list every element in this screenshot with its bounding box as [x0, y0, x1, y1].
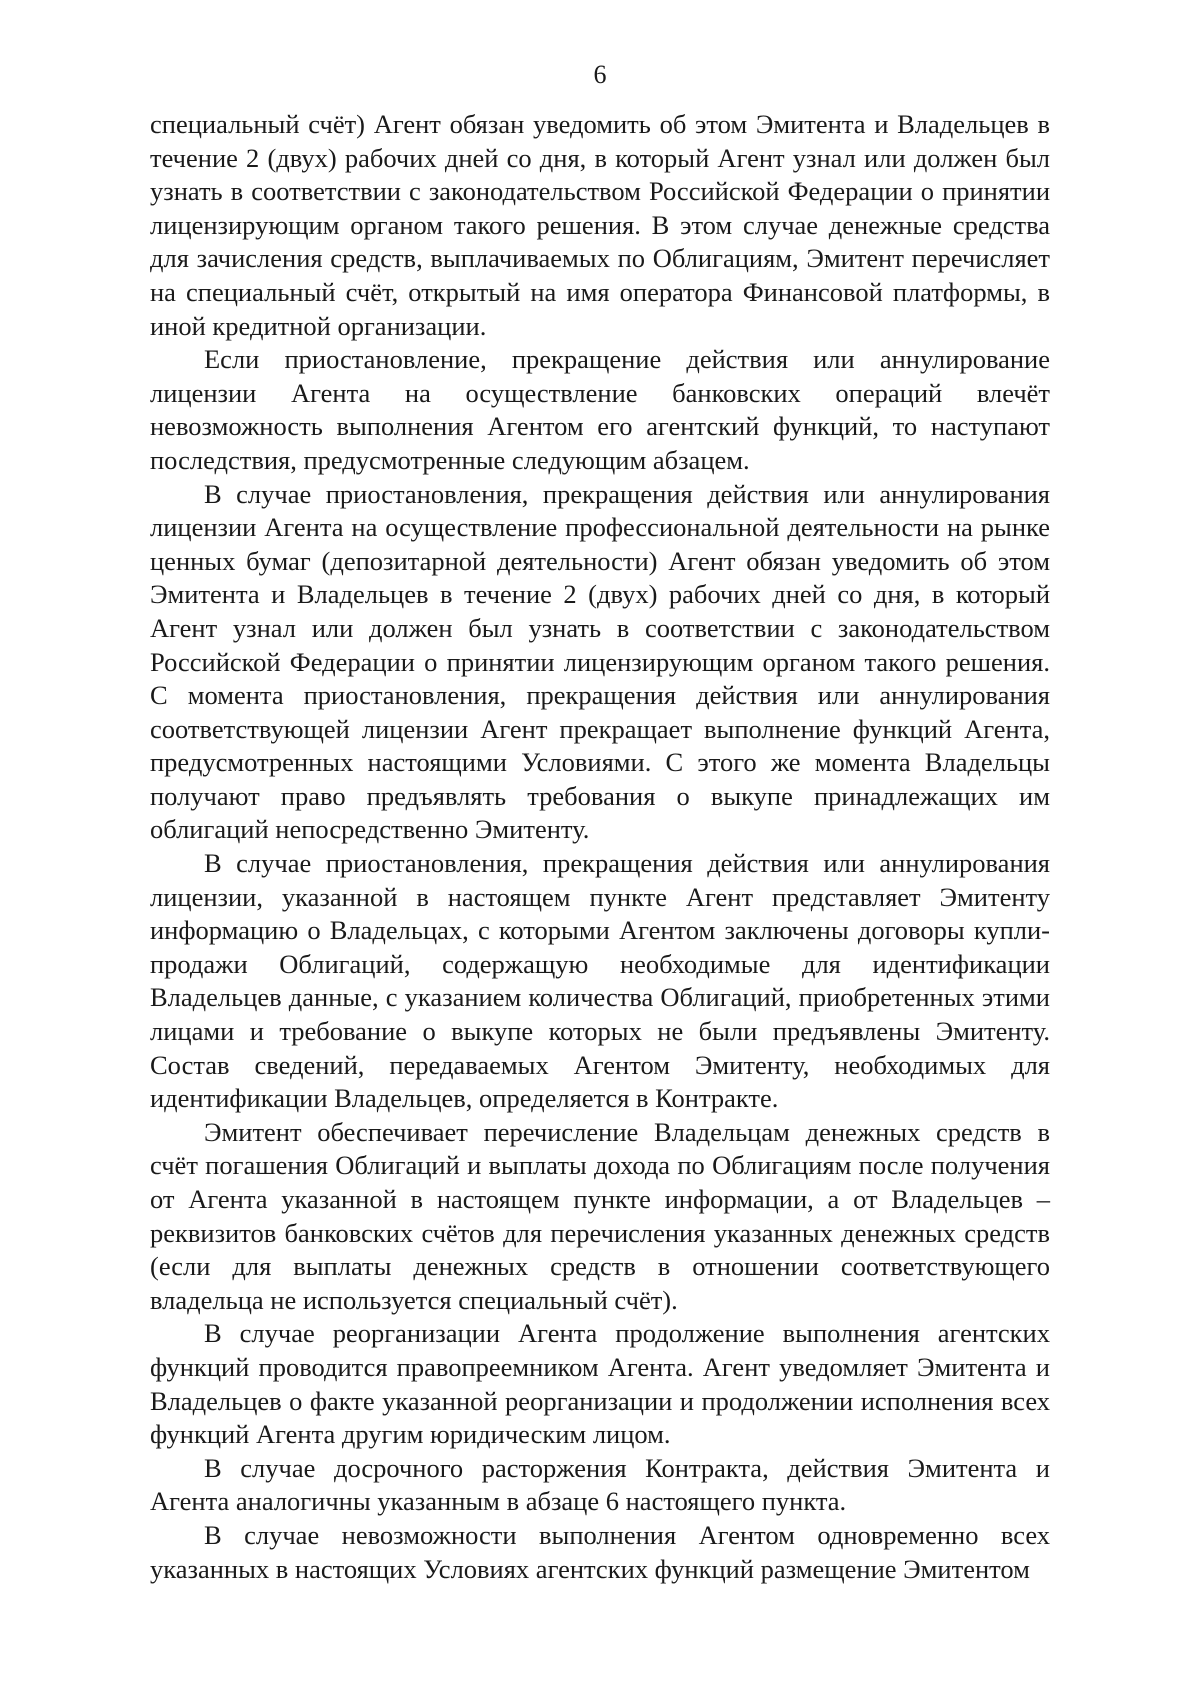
page-number: 6: [593, 60, 607, 89]
paragraph-agent-reorganization: В случае реорганизации Агента продолжение выполнения агентских функций проводится правопреемником Агента. Агент уведомляет Эмитента и Владельцев о факте указанной реорганизации и продолжении исполнения всех функций Агента другим юридическим лицом.: [150, 1318, 1050, 1450]
paragraph-agent-functions: В случае невозможности выполнения Агентом одновременно всех указанных в настоящих Условиях агентских функций размещение Эмитентом: [150, 1519, 1050, 1584]
paragraph-owner-information: В случае приостановления, прекращения действия или аннулирования лицензии, указанной в настоящем пункте Агент представляет Эмитенту информацию о Владельцах, с которыми Агентом заключены договоры купли-продажи Облигаций, содержащую необходимые для идентификации Владельцев данные, с указанием количества Облигаций, приобретенных этими лицами и требование о выкупе которых не были предъявлены Эмитенту. Состав сведений, передаваемых Агентом Эмитенту, необходимых для идентификации Владельцев, определяется в Контракте.: [150, 848, 1050, 1114]
paragraph-bank-license: Если приостановление, прекращение действия или аннулирование лицензии Агента на осуществление банковских операций влечёт невозможность выполнения Агентом его агентский функций, то наступают последствия, предусмотренные следующим абзацем.: [150, 344, 1050, 475]
paragraph-issuer-payments: Эмитент обеспечивает перечисление Владельцам денежных средств в счёт погашения Облигаций и выплаты дохода по Облигациям после получения от Агента указанной в настоящем пункте информации, а от Владельцев – реквизитов банковских счётов для перечисления указанных денежных средств (если для выплаты денежных средств в отношении соответствующего владельца не используется специальный счёт).: [150, 1116, 1050, 1315]
paragraph-contract-termination: В случае досрочного расторжения Контракта, действия Эмитента и Агента аналогичны указанным в абзаце 6 настоящего пункта.: [150, 1452, 1050, 1517]
paragraph-continuation: специальный счёт) Агент обязан уведомить об этом Эмитента и Владельцев в течение 2 (двух) рабочих дней со дня, в который Агент узнал или должен был узнать в соответствии с законодательством Российской Федерации о принятии лицензирующим органом такого решения. В этом случае денежные средства для зачисления средств, выплачиваемых по Облигациям, Эмитент перечисляет на специальный счёт, открытый на имя оператора Финансовой платформы, в иной кредитной организации.: [150, 109, 1050, 341]
document-body: [150, 108, 1050, 1586]
paragraph-depository-license: В случае приостановления, прекращения действия или аннулирования лицензии Агента на осуществление профессиональной деятельности на рынке ценных бумаг (депозитарной деятельности) Агент обязан уведомить об этом Эмитента и Владельцев в течение 2 (двух) рабочих дней со дня, в который Агент узнал или должен был узнать в соответствии с законодательством Российской Федерации о принятии лицензирующим органом такого решения. С момента приостановления, прекращения действия или аннулирования соответствующей лицензии Агент прекращает выполнение функций Агента, предусмотренных настоящими Условиями. С этого же момента Владельцы получают право предъявлять требования о выкупе принадлежащих им облигаций непосредственно Эмитенту.: [150, 478, 1050, 845]
